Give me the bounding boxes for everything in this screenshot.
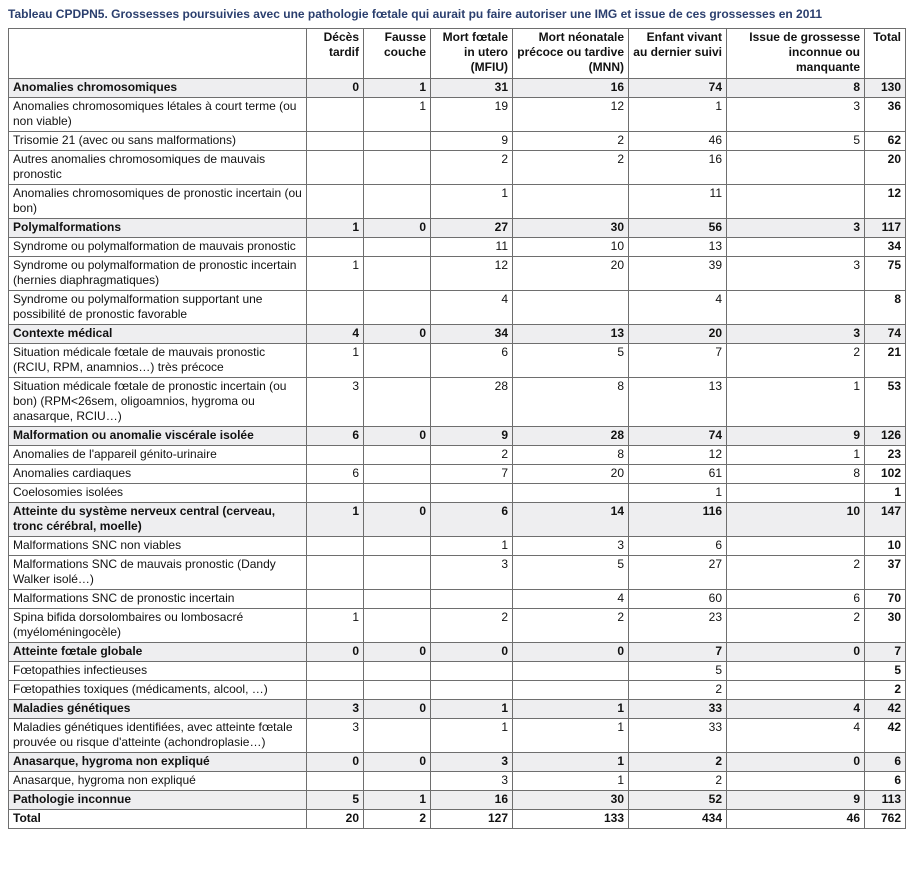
value-cell: 2 [629, 772, 727, 791]
value-cell: 27 [629, 556, 727, 590]
row-total-cell: 130 [865, 79, 906, 98]
value-cell [364, 590, 431, 609]
value-cell [513, 484, 629, 503]
value-cell [307, 681, 364, 700]
column-header [9, 29, 307, 79]
row-label: Anomalies chromosomiques létales à court terme (ou non viable) [9, 98, 307, 132]
value-cell: 19 [431, 98, 513, 132]
column-header: Issue de grossesse inconnue ou manquante [727, 29, 865, 79]
row-total-cell: 5 [865, 662, 906, 681]
value-cell [364, 537, 431, 556]
value-cell: 1 [629, 98, 727, 132]
value-cell: 14 [513, 503, 629, 537]
row-total-cell: 36 [865, 98, 906, 132]
row-label: Pathologie inconnue [9, 791, 307, 810]
value-cell: 1 [307, 609, 364, 643]
value-cell: 1 [727, 378, 865, 427]
total-row [9, 810, 906, 829]
row-total-cell: 34 [865, 238, 906, 257]
value-cell: 33 [629, 719, 727, 753]
value-cell: 6 [307, 427, 364, 446]
value-cell: 127 [431, 810, 513, 829]
category-row [9, 700, 906, 719]
value-cell: 1 [431, 719, 513, 753]
value-cell [307, 556, 364, 590]
table-row [9, 185, 906, 219]
value-cell: 3 [727, 219, 865, 238]
value-cell [307, 238, 364, 257]
value-cell: 434 [629, 810, 727, 829]
value-cell: 4 [513, 590, 629, 609]
row-total-cell: 30 [865, 609, 906, 643]
row-label: Situation médicale fœtale de pronostic incertain (ou bon) (RPM<26sem, oligoamnios, hygroma ou anasarque, RCIU…) [9, 378, 307, 427]
category-row [9, 219, 906, 238]
value-cell: 0 [727, 643, 865, 662]
value-cell: 1 [364, 98, 431, 132]
value-cell: 28 [513, 427, 629, 446]
value-cell: 56 [629, 219, 727, 238]
column-header: Total [865, 29, 906, 79]
table-row [9, 378, 906, 427]
value-cell: 0 [364, 753, 431, 772]
value-cell [513, 185, 629, 219]
value-cell: 9 [431, 427, 513, 446]
value-cell: 0 [364, 325, 431, 344]
value-cell [307, 484, 364, 503]
value-cell: 46 [629, 132, 727, 151]
row-label: Anomalies de l'appareil génito-urinaire [9, 446, 307, 465]
row-total-cell: 6 [865, 753, 906, 772]
value-cell: 1 [431, 537, 513, 556]
value-cell [307, 185, 364, 219]
value-cell: 7 [629, 643, 727, 662]
column-header: Fausse couche [364, 29, 431, 79]
row-total-cell: 74 [865, 325, 906, 344]
table-row [9, 537, 906, 556]
row-total-cell: 126 [865, 427, 906, 446]
value-cell [307, 590, 364, 609]
row-total-cell: 37 [865, 556, 906, 590]
table-row [9, 590, 906, 609]
row-label: Syndrome ou polymalformation supportant une possibilité de pronostic favorable [9, 291, 307, 325]
value-cell [364, 291, 431, 325]
value-cell [727, 151, 865, 185]
value-cell: 34 [431, 325, 513, 344]
row-total-cell: 42 [865, 700, 906, 719]
value-cell: 16 [629, 151, 727, 185]
value-cell: 2 [431, 609, 513, 643]
value-cell: 4 [727, 700, 865, 719]
value-cell: 1 [307, 257, 364, 291]
table-row [9, 257, 906, 291]
category-row [9, 325, 906, 344]
value-cell: 9 [727, 791, 865, 810]
table-row [9, 484, 906, 503]
value-cell: 1 [513, 753, 629, 772]
value-cell: 3 [431, 753, 513, 772]
value-cell: 12 [513, 98, 629, 132]
value-cell: 0 [364, 503, 431, 537]
table-row [9, 151, 906, 185]
value-cell: 52 [629, 791, 727, 810]
row-label: Trisomie 21 (avec ou sans malformations) [9, 132, 307, 151]
row-label: Syndrome ou polymalformation de mauvais pronostic [9, 238, 307, 257]
value-cell: 1 [307, 344, 364, 378]
value-cell: 5 [513, 556, 629, 590]
value-cell [307, 662, 364, 681]
value-cell [513, 662, 629, 681]
value-cell: 2 [431, 151, 513, 185]
value-cell [307, 537, 364, 556]
column-header: Décès tardif [307, 29, 364, 79]
value-cell [727, 484, 865, 503]
value-cell: 4 [307, 325, 364, 344]
row-total-cell: 113 [865, 791, 906, 810]
table-row [9, 446, 906, 465]
row-label: Anomalies cardiaques [9, 465, 307, 484]
value-cell: 74 [629, 79, 727, 98]
value-cell: 8 [513, 446, 629, 465]
value-cell: 3 [727, 325, 865, 344]
value-cell: 60 [629, 590, 727, 609]
value-cell: 1 [364, 791, 431, 810]
value-cell: 2 [513, 151, 629, 185]
value-cell: 2 [513, 132, 629, 151]
value-cell: 30 [513, 791, 629, 810]
value-cell [307, 151, 364, 185]
row-total-cell: 75 [865, 257, 906, 291]
row-total-cell: 7 [865, 643, 906, 662]
value-cell: 33 [629, 700, 727, 719]
value-cell [431, 662, 513, 681]
value-cell: 2 [629, 681, 727, 700]
row-total-cell: 20 [865, 151, 906, 185]
table-row [9, 344, 906, 378]
value-cell: 2 [727, 556, 865, 590]
value-cell: 5 [727, 132, 865, 151]
row-total-cell: 6 [865, 772, 906, 791]
row-total-cell: 21 [865, 344, 906, 378]
value-cell: 12 [629, 446, 727, 465]
row-total-cell: 53 [865, 378, 906, 427]
value-cell [364, 484, 431, 503]
row-total-cell: 10 [865, 537, 906, 556]
table-row [9, 662, 906, 681]
value-cell [364, 132, 431, 151]
table-row [9, 719, 906, 753]
value-cell: 0 [364, 700, 431, 719]
value-cell [513, 291, 629, 325]
value-cell [364, 151, 431, 185]
value-cell: 6 [307, 465, 364, 484]
value-cell: 116 [629, 503, 727, 537]
value-cell: 31 [431, 79, 513, 98]
value-cell [307, 446, 364, 465]
value-cell [431, 590, 513, 609]
value-cell: 7 [431, 465, 513, 484]
value-cell: 1 [513, 719, 629, 753]
value-cell: 3 [727, 257, 865, 291]
category-row [9, 79, 906, 98]
row-label: Coelosomies isolées [9, 484, 307, 503]
value-cell: 3 [727, 98, 865, 132]
row-total-cell: 117 [865, 219, 906, 238]
value-cell: 16 [431, 791, 513, 810]
value-cell [364, 662, 431, 681]
row-total-cell: 42 [865, 719, 906, 753]
table-row [9, 465, 906, 484]
column-header: Mort fœtale in utero (MFIU) [431, 29, 513, 79]
row-total-cell: 8 [865, 291, 906, 325]
value-cell [431, 681, 513, 700]
row-total-cell: 23 [865, 446, 906, 465]
value-cell: 0 [307, 79, 364, 98]
table-row [9, 98, 906, 132]
value-cell: 4 [727, 719, 865, 753]
row-label: Autres anomalies chromosomiques de mauvais pronostic [9, 151, 307, 185]
value-cell: 3 [307, 719, 364, 753]
value-cell: 8 [727, 79, 865, 98]
value-cell [307, 132, 364, 151]
value-cell: 6 [727, 590, 865, 609]
value-cell: 2 [727, 609, 865, 643]
value-cell: 8 [727, 465, 865, 484]
value-cell [364, 681, 431, 700]
value-cell: 1 [431, 700, 513, 719]
row-total-cell: 102 [865, 465, 906, 484]
column-header: Enfant vivant au dernier suivi [629, 29, 727, 79]
value-cell: 13 [629, 238, 727, 257]
table-row [9, 132, 906, 151]
value-cell: 0 [513, 643, 629, 662]
table-row [9, 772, 906, 791]
value-cell: 133 [513, 810, 629, 829]
value-cell [431, 484, 513, 503]
value-cell: 1 [307, 503, 364, 537]
category-row [9, 427, 906, 446]
row-total-cell: 62 [865, 132, 906, 151]
row-label: Total [9, 810, 307, 829]
row-label: Maladies génétiques [9, 700, 307, 719]
row-label: Malformations SNC de pronostic incertain [9, 590, 307, 609]
value-cell: 20 [307, 810, 364, 829]
value-cell: 0 [431, 643, 513, 662]
value-cell: 6 [431, 344, 513, 378]
value-cell: 1 [307, 219, 364, 238]
value-cell [727, 662, 865, 681]
row-label: Malformations SNC non viables [9, 537, 307, 556]
category-row [9, 503, 906, 537]
category-row [9, 753, 906, 772]
value-cell [727, 291, 865, 325]
value-cell: 0 [364, 219, 431, 238]
row-label: Atteinte fœtale globale [9, 643, 307, 662]
table-row [9, 238, 906, 257]
value-cell: 9 [727, 427, 865, 446]
table-caption: Tableau CPDPN5. Grossesses poursuivies avec une pathologie fœtale qui aurait pu faire autoriser une IMG et issue de ces grossesses en 2011 [8, 7, 823, 21]
value-cell: 16 [513, 79, 629, 98]
row-label: Situation médicale fœtale de mauvais pronostic (RCIU, RPM, anamnios…) très précoce [9, 344, 307, 378]
value-cell [307, 772, 364, 791]
value-cell: 13 [629, 378, 727, 427]
value-cell: 0 [307, 643, 364, 662]
row-label: Anasarque, hygroma non expliqué [9, 772, 307, 791]
value-cell [364, 465, 431, 484]
table-row [9, 681, 906, 700]
value-cell: 13 [513, 325, 629, 344]
value-cell [364, 719, 431, 753]
category-row [9, 791, 906, 810]
value-cell: 61 [629, 465, 727, 484]
value-cell: 2 [727, 344, 865, 378]
value-cell: 2 [364, 810, 431, 829]
value-cell: 12 [431, 257, 513, 291]
value-cell: 4 [431, 291, 513, 325]
value-cell: 9 [431, 132, 513, 151]
value-cell: 10 [727, 503, 865, 537]
value-cell [364, 378, 431, 427]
value-cell: 1 [364, 79, 431, 98]
value-cell: 1 [629, 484, 727, 503]
value-cell [364, 344, 431, 378]
value-cell: 2 [629, 753, 727, 772]
value-cell [307, 291, 364, 325]
value-cell: 10 [513, 238, 629, 257]
value-cell: 20 [629, 325, 727, 344]
row-total-cell: 147 [865, 503, 906, 537]
value-cell: 30 [513, 219, 629, 238]
value-cell: 1 [513, 772, 629, 791]
value-cell [364, 185, 431, 219]
row-label: Anasarque, hygroma non expliqué [9, 753, 307, 772]
value-cell [364, 238, 431, 257]
value-cell: 0 [727, 753, 865, 772]
row-label: Malformation ou anomalie viscérale isolée [9, 427, 307, 446]
value-cell [513, 681, 629, 700]
column-header: Mort néonatale précoce ou tardive (MNN) [513, 29, 629, 79]
value-cell: 6 [629, 537, 727, 556]
value-cell [307, 98, 364, 132]
pathology-outcome-table [8, 28, 906, 829]
value-cell [727, 681, 865, 700]
value-cell: 8 [513, 378, 629, 427]
value-cell: 39 [629, 257, 727, 291]
value-cell [364, 446, 431, 465]
value-cell [727, 185, 865, 219]
value-cell: 20 [513, 257, 629, 291]
row-label: Fœtopathies infectieuses [9, 662, 307, 681]
value-cell: 20 [513, 465, 629, 484]
value-cell: 5 [629, 662, 727, 681]
value-cell: 2 [431, 446, 513, 465]
row-label: Spina bifida dorsolombaires ou lombosacré (myéloméningocèle) [9, 609, 307, 643]
row-total-cell: 762 [865, 810, 906, 829]
value-cell: 27 [431, 219, 513, 238]
value-cell: 2 [513, 609, 629, 643]
value-cell: 5 [307, 791, 364, 810]
value-cell: 3 [431, 556, 513, 590]
row-label: Contexte médical [9, 325, 307, 344]
row-label: Syndrome ou polymalformation de pronostic incertain (hernies diaphragmatiques) [9, 257, 307, 291]
value-cell: 74 [629, 427, 727, 446]
row-label: Anomalies chromosomiques de pronostic incertain (ou bon) [9, 185, 307, 219]
value-cell: 7 [629, 344, 727, 378]
value-cell: 11 [629, 185, 727, 219]
row-label: Anomalies chromosomiques [9, 79, 307, 98]
row-label: Maladies génétiques identifiées, avec atteinte fœtale prouvée ou risque d'atteinte (achondroplasie…) [9, 719, 307, 753]
row-total-cell: 2 [865, 681, 906, 700]
value-cell [727, 238, 865, 257]
row-total-cell: 12 [865, 185, 906, 219]
value-cell [727, 772, 865, 791]
value-cell: 0 [364, 643, 431, 662]
table-row [9, 556, 906, 590]
value-cell: 3 [307, 700, 364, 719]
row-total-cell: 70 [865, 590, 906, 609]
value-cell: 3 [431, 772, 513, 791]
value-cell: 1 [431, 185, 513, 219]
value-cell: 4 [629, 291, 727, 325]
table-body [9, 79, 906, 829]
value-cell: 46 [727, 810, 865, 829]
value-cell [364, 609, 431, 643]
value-cell: 0 [307, 753, 364, 772]
row-total-cell: 1 [865, 484, 906, 503]
header-row [9, 29, 906, 79]
value-cell [364, 772, 431, 791]
table-row [9, 609, 906, 643]
value-cell: 5 [513, 344, 629, 378]
table-row [9, 291, 906, 325]
value-cell: 1 [727, 446, 865, 465]
value-cell: 3 [513, 537, 629, 556]
row-label: Atteinte du système nerveux central (cerveau, tronc cérébral, moelle) [9, 503, 307, 537]
value-cell [364, 257, 431, 291]
value-cell: 23 [629, 609, 727, 643]
value-cell: 3 [307, 378, 364, 427]
value-cell [727, 537, 865, 556]
category-row [9, 643, 906, 662]
row-label: Polymalformations [9, 219, 307, 238]
value-cell: 6 [431, 503, 513, 537]
row-label: Malformations SNC de mauvais pronostic (Dandy Walker isolé…) [9, 556, 307, 590]
value-cell: 0 [364, 427, 431, 446]
value-cell [364, 556, 431, 590]
value-cell: 28 [431, 378, 513, 427]
value-cell: 1 [513, 700, 629, 719]
value-cell: 11 [431, 238, 513, 257]
row-label: Fœtopathies toxiques (médicaments, alcool, …) [9, 681, 307, 700]
